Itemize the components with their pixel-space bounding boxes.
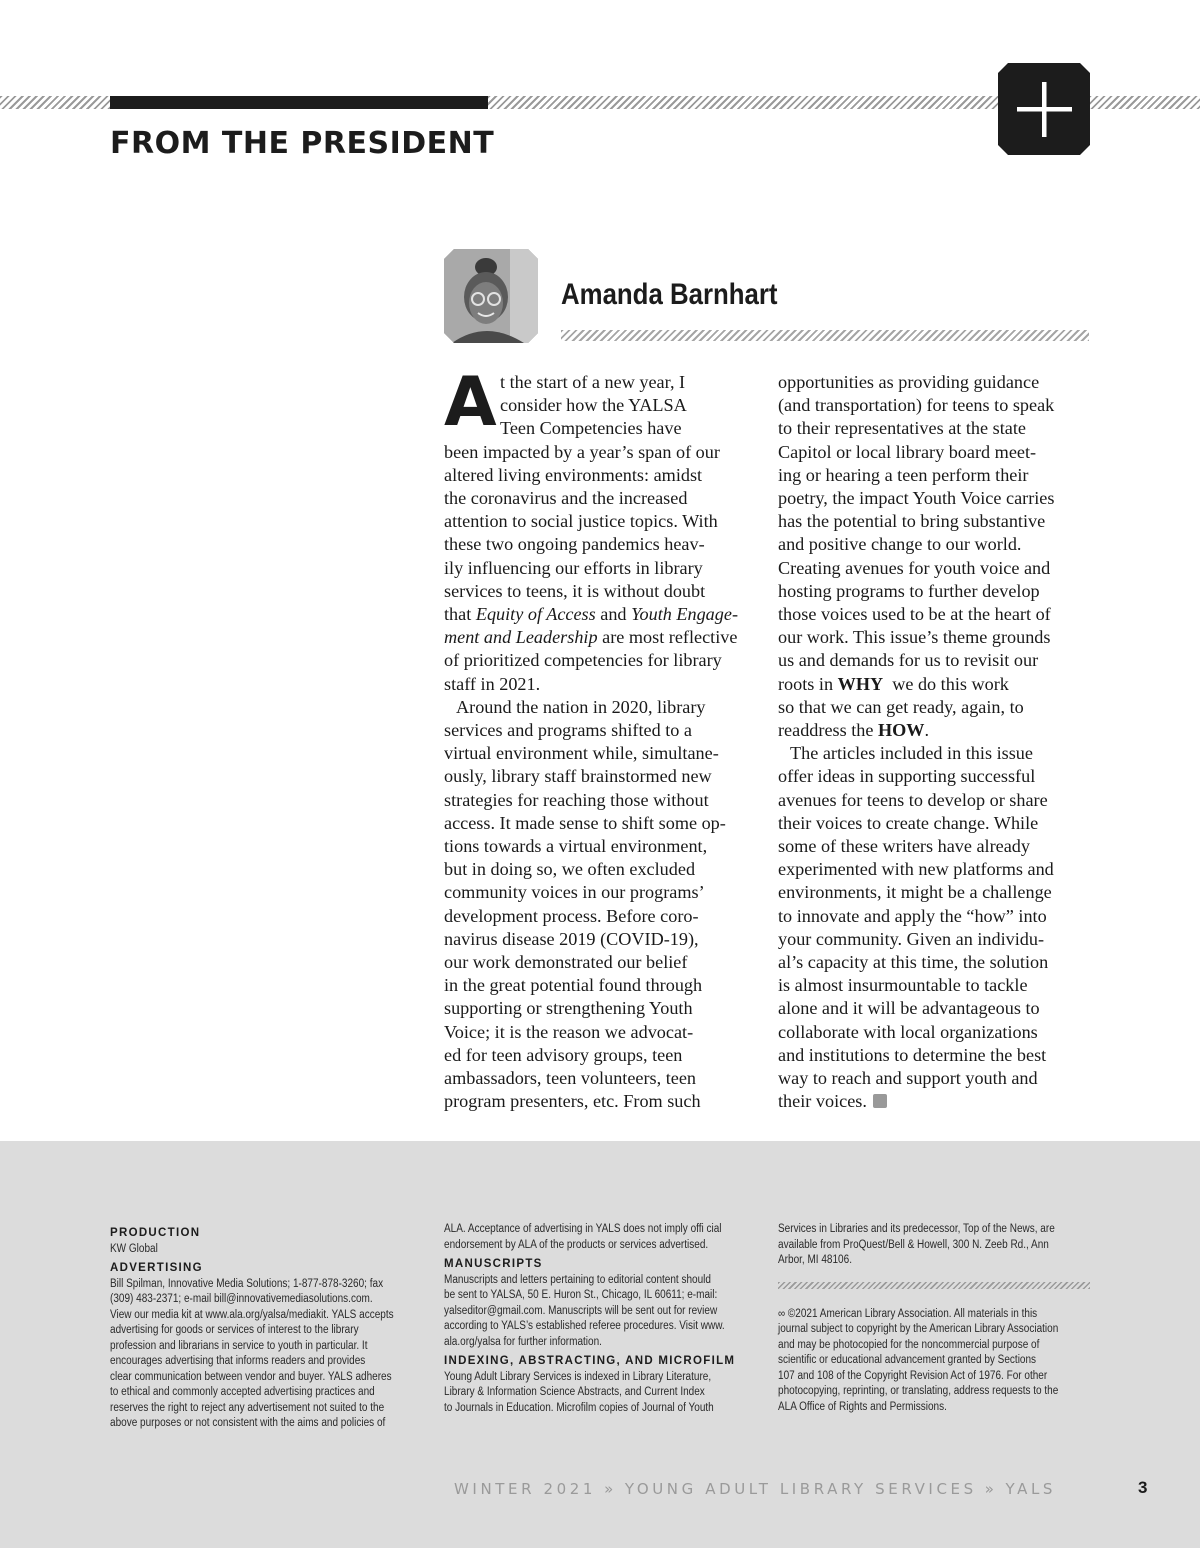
article-line: [778, 1067, 1096, 1090]
article-text: attention to social justice topics. With: [444, 511, 718, 532]
end-mark-icon: [873, 1094, 887, 1108]
article-line: [444, 974, 764, 997]
article-text: and: [595, 604, 632, 625]
article-line: [444, 789, 764, 812]
footer-separator: »: [604, 1480, 617, 1498]
footer-abbrev: YALS: [1005, 1480, 1057, 1498]
article-line: [778, 951, 1096, 974]
article-text: (and transportation) for teens to speak: [778, 395, 1055, 416]
article-text: al’s capacity at this time, the solution: [778, 952, 1049, 973]
article-text: of prioritized competencies for library: [444, 650, 722, 671]
article-text: way to reach and support youth and: [778, 1068, 1038, 1089]
article-line: [444, 464, 764, 487]
plus-icon: [998, 63, 1090, 155]
article-line: [444, 1044, 764, 1067]
article-text: their voices.: [778, 1091, 867, 1112]
article-line: [778, 974, 1096, 997]
article-line: [778, 1090, 1096, 1113]
article-line: [444, 510, 764, 533]
article-line: [444, 905, 764, 928]
article-line: [444, 1021, 764, 1044]
colophon-line: to ethical and commonly accepted advertising practices and: [110, 1386, 375, 1398]
article-line: [444, 603, 764, 626]
article-line: [778, 649, 1096, 672]
article-column-right: [778, 371, 1096, 1114]
article-bold: WHY: [837, 673, 884, 694]
colophon-line: above purposes or not consistent with the aims and policies of: [110, 1417, 386, 1429]
article-text: our work demonstrated our belief: [444, 952, 688, 973]
colophon-line: reserves the right to reject any advertisement not suited to the: [110, 1401, 385, 1414]
article-text: are most reflective: [597, 627, 738, 648]
article-text: navirus disease 2019 (COVID-19),: [444, 928, 699, 949]
header-bar: [110, 96, 488, 109]
colophon-column-1: [110, 1222, 422, 1432]
footer-issue: WINTER 2021: [454, 1480, 597, 1498]
article-text: these two ongoing pandemics heav-: [444, 534, 705, 555]
colophon-line: advertising for goods or services of interest to the library: [110, 1324, 359, 1336]
article-text: services to teens, it is without doubt: [444, 580, 706, 601]
article-text: offer ideas in supporting successful: [778, 766, 1036, 787]
section-title: FROM THE PRESIDENT: [110, 126, 495, 161]
colophon-line: to Journals in Education. Microfilm copies of Journal of Youth: [444, 1401, 714, 1414]
colophon-line: ALA. Acceptance of advertising in YALS does not imply offi cial: [444, 1223, 722, 1235]
article-text: some of these writers have already: [778, 836, 1030, 857]
article-line: [444, 580, 764, 603]
article-line: [444, 881, 764, 904]
article-text: to innovate and apply the “how” into: [778, 905, 1047, 926]
article-line: [778, 557, 1096, 580]
article-line: [778, 812, 1096, 835]
article-line: [778, 881, 1096, 904]
author-name: Amanda Barnhart: [561, 278, 778, 311]
article-line: [444, 858, 764, 881]
colophon-line: Bill Spilman, Innovative Media Solutions; 1-877-878-3260; fax: [110, 1277, 384, 1290]
colophon-line: profession and librarians in service to youth in particular. It: [110, 1339, 368, 1352]
article-text: experimented with new platforms and: [778, 859, 1054, 880]
article-line: [778, 997, 1096, 1020]
article-line: [444, 765, 764, 788]
article-text: the coronavirus and the increased: [444, 488, 688, 509]
colophon-heading: PRODUCTION: [110, 1227, 201, 1239]
article-line: [778, 858, 1096, 881]
article-line: [778, 719, 1096, 742]
article-text: virtual environment while, simultane-: [444, 743, 719, 764]
article-text: The articles included in this issue: [790, 743, 1033, 764]
article-text: their voices to create change. While: [778, 812, 1039, 833]
colophon-line: endorsement by ALA of the products or services advertised.: [444, 1238, 709, 1251]
colophon-hatch-rule: [778, 1282, 1090, 1289]
article-text: ed for teen advisory groups, teen: [444, 1044, 683, 1065]
article-text: so that we can get ready, again, to: [778, 696, 1024, 717]
article-line: [778, 626, 1096, 649]
page-number: 3: [1138, 1478, 1148, 1497]
article-text: program presenters, etc. From such: [444, 1091, 701, 1112]
article-text: ously, library staff brainstormed new: [444, 766, 712, 787]
colophon-line: clear communication between vendor and buyer. YALS adheres: [110, 1370, 392, 1383]
article-line: [778, 441, 1096, 464]
article-line: [778, 742, 1096, 765]
article-text: tions towards a virtual environment,: [444, 836, 708, 857]
colophon-line: Manuscripts and letters pertaining to editorial content should: [444, 1273, 711, 1286]
footer-separator: »: [984, 1480, 998, 1498]
article-line: [778, 464, 1096, 487]
colophon-line: ∞ ©2021 American Library Association. All materials in this: [778, 1307, 1038, 1320]
colophon-line: available from ProQuest/Bell & Howell, 300 N. Zeeb Rd., Ann: [778, 1238, 1049, 1251]
article-text: opportunities as providing guidance: [778, 372, 1040, 392]
colophon-line: and may be photocopied for the noncommercial purpose of: [778, 1338, 1040, 1351]
article-line: [778, 580, 1096, 603]
colophon-line: be sent to YALSA, 50 E. Huron St., Chicago, IL 60611; e-mail:: [444, 1289, 718, 1301]
article-column-left: [444, 363, 764, 1114]
colophon-line: KW Global: [110, 1242, 158, 1255]
article-text: avenues for teens to develop or share: [778, 789, 1048, 810]
article-text: been impacted by a year’s span of our: [444, 441, 720, 462]
article-line: [778, 1021, 1096, 1044]
article-line: [778, 603, 1096, 626]
article-line: [444, 626, 764, 649]
article-emphasis: Equity of Access: [475, 604, 596, 625]
article-text: ambassadors, teen volunteers, teen: [444, 1068, 697, 1089]
article-line: [778, 487, 1096, 510]
article-text: to their representatives at the state: [778, 418, 1026, 439]
article-line: [444, 673, 764, 696]
colophon-heading: MANUSCRIPTS: [444, 1258, 543, 1270]
colophon-heading: INDEXING, ABSTRACTING, AND MICROFILM: [444, 1355, 736, 1367]
colophon-line: View our media kit at www.ala.org/yalsa/mediakit. YALS accepts: [110, 1308, 394, 1321]
article-text: has the potential to bring substantive: [778, 511, 1046, 532]
colophon-line: (309) 483-2371; e-mail bill@innovativemediasolutions.com.: [110, 1293, 373, 1305]
article-line: [444, 696, 764, 719]
article-line: [778, 765, 1096, 788]
article-line: [444, 1067, 764, 1090]
article-line: [444, 1090, 764, 1113]
article-text: strategies for reaching those without: [444, 789, 709, 810]
colophon-line: 107 and 108 of the Copyright Revision Act of 1976. For other: [778, 1369, 1048, 1382]
article-text: we do this work: [883, 673, 1009, 694]
article-text: altered living environments: amidst: [444, 464, 703, 485]
article-line: [778, 928, 1096, 951]
article-line: [444, 533, 764, 556]
article-text: ing or hearing a teen perform their: [778, 464, 1029, 485]
article-line: [444, 441, 764, 464]
colophon-line: photocopying, reprinting, or translating, address requests to the: [778, 1385, 1059, 1397]
article-text: alone and it will be advantageous to: [778, 998, 1040, 1019]
article-text: services and programs shifted to a: [444, 720, 692, 741]
article-line: [778, 371, 1096, 394]
article-text: t the start of a new year, I: [500, 372, 686, 392]
article-text: and institutions to determine the best: [778, 1044, 1047, 1065]
article-line: [778, 533, 1096, 556]
article-line: [444, 812, 764, 835]
article-emphasis: Youth Engage-: [631, 604, 739, 625]
article-line: [444, 951, 764, 974]
article-text: community voices in our programs’: [444, 882, 705, 903]
article-line: [778, 789, 1096, 812]
colophon-line: Arbor, MI 48106.: [778, 1254, 852, 1266]
article-text: ily influencing our efforts in library: [444, 557, 703, 578]
colophon-heading: ADVERTISING: [110, 1262, 203, 1274]
article-text: Voice; it is the reason we advocat-: [444, 1021, 694, 1042]
article-bold: HOW: [878, 720, 925, 741]
article-text: access. It made sense to shift some op-: [444, 812, 726, 833]
article-text: development process. Before coro-: [444, 905, 699, 926]
running-footer: [454, 1480, 1056, 1498]
article-text: that: [444, 604, 476, 625]
article-text: but in doing so, we often excluded: [444, 859, 696, 880]
colophon-line: encourages advertising that informs readers and provides: [110, 1355, 366, 1367]
article-text: roots in: [778, 673, 838, 694]
article-text: collaborate with local organizations: [778, 1021, 1038, 1042]
article-line: [778, 510, 1096, 533]
article-text: Capitol or local library board meet-: [778, 441, 1037, 462]
article-text: Teen Competencies have: [500, 418, 682, 439]
article-line: [778, 696, 1096, 719]
article-text: your community. Given an individu-: [778, 928, 1045, 949]
colophon-line: ala.org/yalsa for further information.: [444, 1335, 602, 1348]
colophon-line: according to YALS’s established referee procedures. Visit www.: [444, 1320, 725, 1332]
colophon-line: journal subject to copyright by the American Library Association: [778, 1323, 1059, 1335]
article-text: our work. This issue’s theme grounds: [778, 627, 1051, 648]
article-line: [444, 719, 764, 742]
article-text: in the great potential found through: [444, 975, 703, 996]
colophon-line: Library & Information Science Abstracts, and Current Index: [444, 1386, 705, 1398]
article-line: [444, 742, 764, 765]
article-text: .: [924, 720, 930, 741]
article-line: [444, 928, 764, 951]
colophon-line: Services in Libraries and its predecessor, Top of the News, are: [778, 1223, 1055, 1235]
article-text: staff in 2021.: [444, 673, 541, 694]
colophon-line: ALA Office of Rights and Permissions.: [778, 1400, 947, 1413]
article-line: [444, 649, 764, 672]
article-text: us and demands for us to revisit our: [778, 650, 1039, 671]
article-line: [778, 417, 1096, 440]
article-text: supporting or strengthening Youth: [444, 998, 693, 1019]
article-line: [778, 905, 1096, 928]
colophon-line: yalseditor@gmail.com. Manuscripts will be sent out for review: [444, 1304, 718, 1317]
colophon-line: scientific or educational advancement granted by Sections: [778, 1354, 1037, 1366]
article-line: [444, 557, 764, 580]
name-hatch-rule: [561, 330, 1089, 341]
article-text: those voices used to be at the heart of: [778, 604, 1051, 625]
drop-cap: A: [444, 363, 497, 442]
article-text: Around the nation in 2020, library: [456, 696, 706, 717]
colophon-column-2: [444, 1222, 756, 1416]
article-line: [444, 835, 764, 858]
article-text: consider how the YALSA: [500, 395, 687, 416]
article-line: [778, 673, 1096, 696]
article-line: [778, 394, 1096, 417]
footer-publication: YOUNG ADULT LIBRARY SERVICES: [624, 1480, 977, 1498]
article-text: is almost insurmountable to tackle: [778, 975, 1028, 996]
article-emphasis: ment and Leadership: [444, 627, 598, 648]
author-photo: [444, 249, 538, 343]
article-line: [444, 997, 764, 1020]
article-text: environments, it might be a challenge: [778, 882, 1052, 903]
colophon-column-3: [778, 1222, 1090, 1415]
article-text: readdress the: [778, 720, 878, 741]
article-line: [778, 835, 1096, 858]
colophon-line: Young Adult Library Services is indexed in Library Literature,: [444, 1370, 712, 1383]
article-line: [778, 1044, 1096, 1067]
article-line: [444, 487, 764, 510]
article-text: and positive change to our world.: [778, 534, 1022, 555]
article-text: Creating avenues for youth voice and: [778, 557, 1051, 578]
article-text: hosting programs to further develop: [778, 580, 1040, 601]
article-text: poetry, the impact Youth Voice carries: [778, 488, 1055, 509]
